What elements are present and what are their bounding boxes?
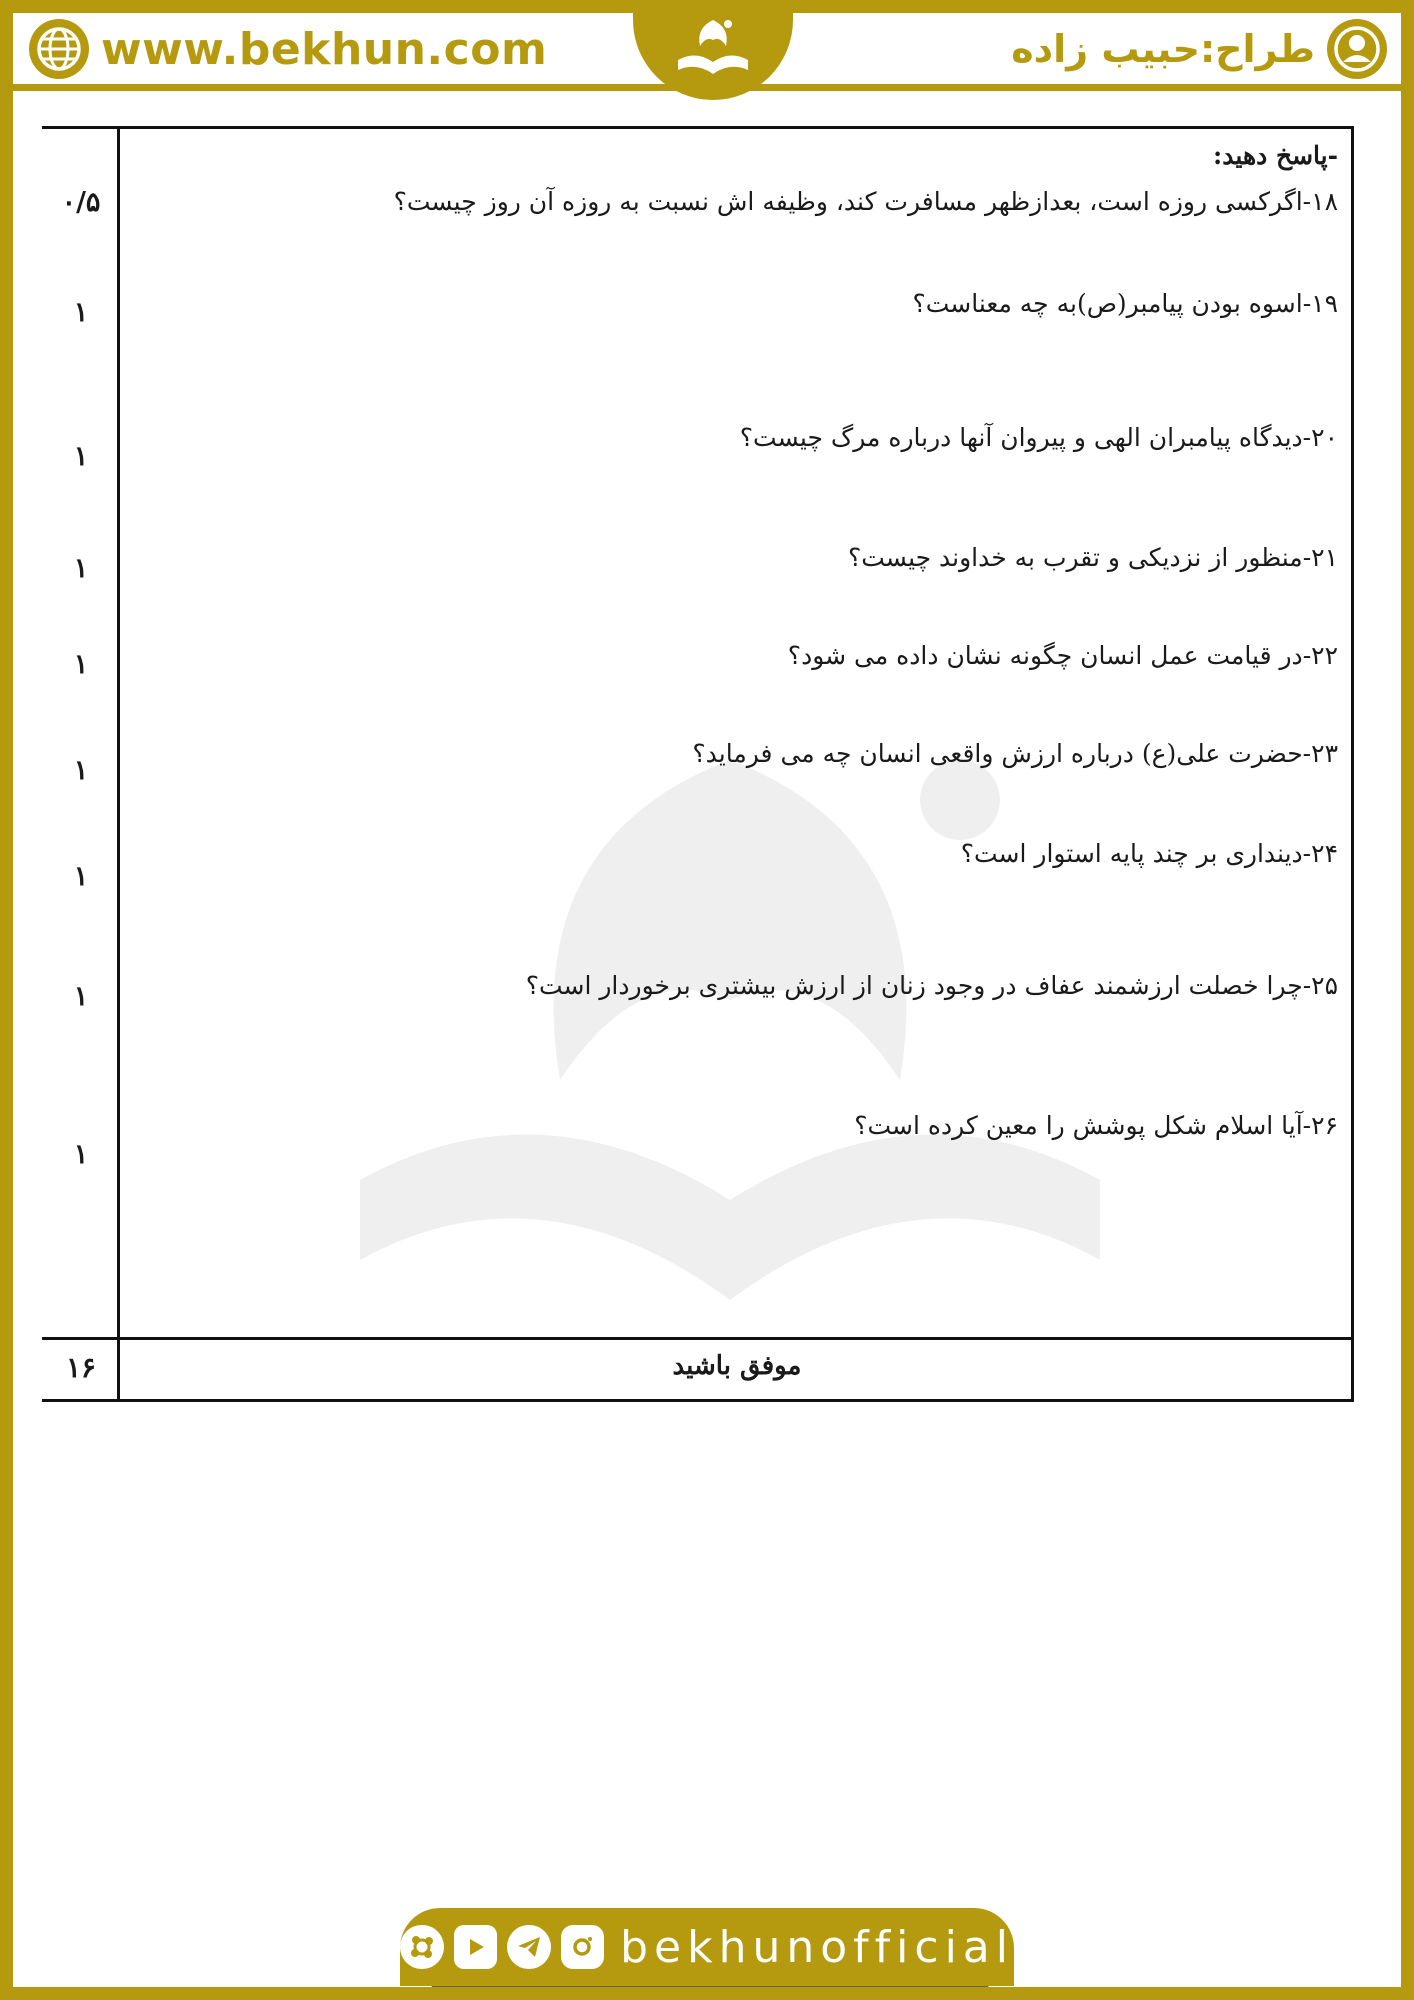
score-19: ۱	[73, 297, 89, 328]
question-24: ۲۴-دینداری بر چند پایه استوار است؟	[960, 839, 1338, 868]
designer-name: طراح:حبیب زاده	[1011, 27, 1315, 71]
score-21: ۱	[73, 553, 89, 584]
question-25: ۲۵-چرا خصلت ارزشمند عفاف در وجود زنان از ارزش بیشتری برخوردار است؟	[525, 971, 1338, 1000]
aparat-icon[interactable]	[400, 1925, 444, 1969]
score-20: ۱	[73, 441, 89, 472]
pill-shadow	[430, 1984, 990, 1998]
question-18: ۱۸-اگرکسی روزه است، بعدازظهر مسافرت کند، وظیفه اش نسبت به روزه آن روز چیست؟	[393, 187, 1338, 216]
user-icon	[1327, 19, 1387, 79]
globe-icon	[29, 19, 89, 79]
question-26: ۲۶-آیا اسلام شکل پوشش را معین کرده است؟	[854, 1111, 1338, 1140]
closing-message: موفق باشید	[672, 1351, 802, 1381]
table-footer-divider	[42, 1337, 1354, 1340]
youtube-icon[interactable]	[454, 1925, 498, 1969]
score-22: ۱	[73, 649, 89, 680]
book-logo-icon	[668, 10, 758, 90]
social-handle[interactable]: bekhunofficial	[620, 1921, 1014, 1973]
exam-question-table	[42, 126, 1354, 1402]
score-24: ۱	[73, 861, 89, 892]
site-link[interactable]	[29, 19, 547, 79]
designer-credit	[1011, 19, 1387, 79]
question-22: ۲۲-در قیامت عمل انسان چگونه نشان داده می شود؟	[787, 641, 1338, 670]
question-19: ۱۹-اسوه بودن پیامبر(ص)به چه معناست؟	[912, 289, 1338, 318]
section-instruction: -پاسخ دهید:	[1213, 141, 1338, 170]
instagram-icon[interactable]	[561, 1925, 605, 1969]
question-23: ۲۳-حضرت علی(ع) درباره ارزش واقعی انسان چه می فرماید؟	[692, 739, 1338, 768]
score-26: ۱	[73, 1139, 89, 1170]
social-bar	[400, 1908, 1014, 1986]
total-score: ۱۶	[65, 1351, 97, 1384]
question-21: ۲۱-منظور از نزدیکی و تقرب به خداوند چیست؟	[847, 543, 1338, 572]
table-right-border	[1351, 129, 1354, 1399]
score-18: ۰/۵	[61, 187, 101, 218]
score-25: ۱	[73, 981, 89, 1012]
site-url[interactable]: www.bekhun.com	[101, 23, 548, 75]
page-header	[13, 13, 1401, 91]
telegram-icon[interactable]	[507, 1925, 551, 1969]
score-23: ۱	[73, 755, 89, 786]
brand-logo	[633, 0, 793, 100]
question-20: ۲۰-دیدگاه پیامبران الهی و پیروان آنها درباره مرگ چیست؟	[739, 423, 1338, 452]
